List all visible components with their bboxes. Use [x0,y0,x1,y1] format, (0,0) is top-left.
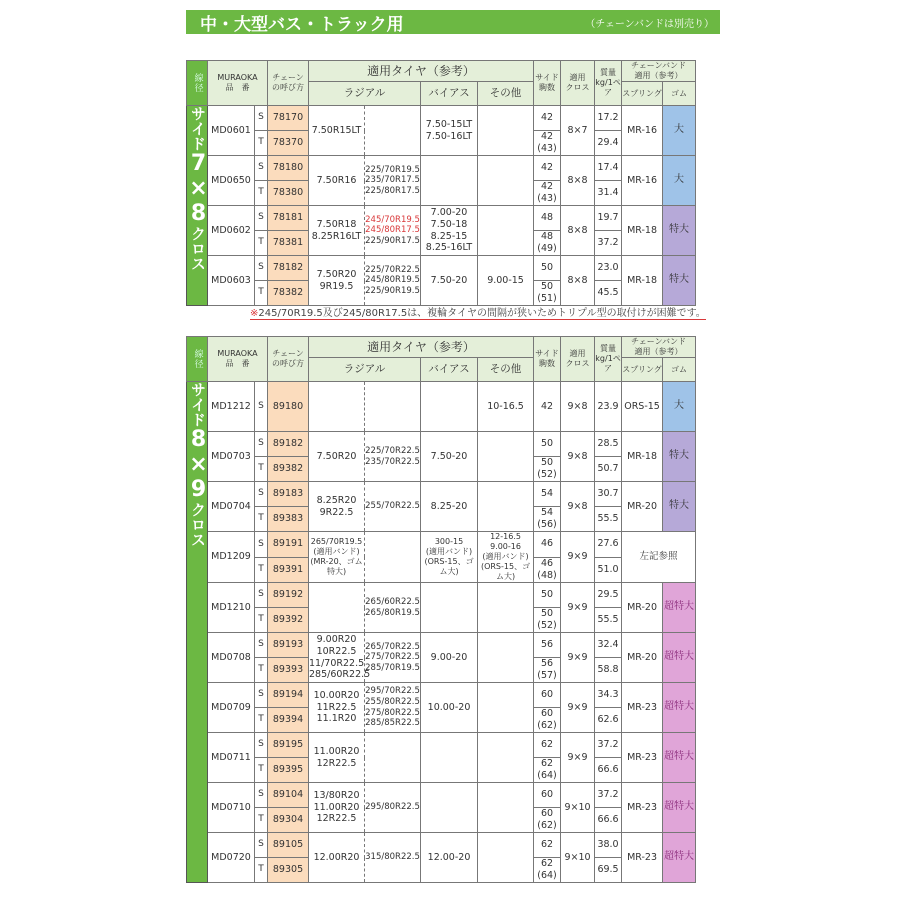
rubber-size: 特大 [663,482,696,532]
cross-size: 9×8 [561,432,595,482]
bias: 7.50-15LT 7.50-16LT [421,106,478,156]
chain-code: 78180 [268,156,309,181]
rubber-size: 大 [663,382,696,432]
type-t: T [255,858,268,883]
weight: 55.5 [595,608,622,633]
header-weight: 質量 kg/1ペア [595,61,622,106]
header-chain-name: チェーン の呼び方 [268,61,309,106]
side-count: 56 (57) [534,658,561,683]
cross-size: 8×8 [561,156,595,206]
cross-size: 9×9 [561,733,595,783]
model-number: MD0711 [208,733,255,783]
weight: 30.7 [595,482,622,507]
type-s: S [255,482,268,507]
spring: MR-23 [622,733,663,783]
section-title: 中・大型バス・トラック用 [200,14,404,35]
spring: MR-18 [622,206,663,256]
side-count: 50 [534,432,561,457]
header-rubber: ゴム [663,358,696,382]
side-count: 42 (43) [534,181,561,206]
other: 12-16.5 9.00-16 (適用バンド) (ORS-15、ゴム大) [478,532,534,583]
chain-code: 89105 [268,833,309,858]
bias: 12.00-20 [421,833,478,883]
table-row [187,683,696,708]
weight: 32.4 [595,633,622,658]
table-row [187,532,696,558]
radial-secondary [365,532,421,583]
radial-secondary: 295/80R22.5 [365,783,421,833]
other [478,833,534,883]
radial-secondary [365,733,421,783]
chain-code: 89383 [268,507,309,532]
radial-primary: 7.50R15LT [309,106,365,156]
other [478,106,534,156]
weight: 58.8 [595,658,622,683]
type-t: T [255,557,268,583]
weight: 23.9 [595,382,622,432]
chain-table-7x8 [186,60,696,306]
bias [421,583,478,633]
weight: 51.0 [595,557,622,583]
weight: 37.2 [595,733,622,758]
model-number: MD0601 [208,106,255,156]
section-title-bar [186,10,720,34]
type-s: S [255,206,268,231]
chain-code: 89395 [268,758,309,783]
spring: MR-18 [622,432,663,482]
header-row [187,337,696,358]
rubber-size: 超特大 [663,683,696,733]
spring: MR-20 [622,482,663,532]
footnote: ※245/70R19.5及び245/80R17.5は、複輪タイヤの間隔が狭いためトリプル型の取付けが困難です。 [250,304,706,320]
cross-size: 8×8 [561,256,595,306]
bias: 8.25-20 [421,482,478,532]
model-number: MD0704 [208,482,255,532]
type-s: S [255,156,268,181]
chain-code: 89182 [268,432,309,457]
radial-primary [309,382,365,432]
model-number: MD0709 [208,683,255,733]
bias: 7.50-20 [421,256,478,306]
bias [421,783,478,833]
spring: MR-23 [622,683,663,733]
table-row [187,156,696,181]
side-count: 60 (62) [534,808,561,833]
radial-secondary: 265/70R22.5 275/70R22.5 285/70R19.5 [365,633,421,683]
radial-primary [309,583,365,633]
radial-primary: 7.50R20 [309,432,365,482]
type-t: T [255,658,268,683]
type-s: S [255,633,268,658]
type-t: T [255,608,268,633]
radial-warning: 245/70R19.5 245/80R17.5 [365,214,420,236]
header-wire: 線径 [187,337,208,382]
model-number: MD0720 [208,833,255,883]
radial-primary: 13/80R20 11.00R20 12R22.5 [309,783,365,833]
model-number: MD0710 [208,783,255,833]
type-s: S [255,683,268,708]
weight: 23.0 [595,256,622,281]
side-count: 60 (62) [534,708,561,733]
bias [421,382,478,432]
rubber-size: 大 [663,106,696,156]
other [478,683,534,733]
type-t: T [255,181,268,206]
radial-secondary: 315/80R22.5 [365,833,421,883]
side-count: 48 (49) [534,231,561,256]
type-s: S [255,382,268,432]
radial-primary: 265/70R19.5 (適用バンド) (MR-20、ゴム特大) [309,532,365,583]
chain-code: 89382 [268,457,309,482]
chain-code: 78370 [268,131,309,156]
spring: MR-20 [622,633,663,683]
radial-secondary: 295/70R22.5 255/80R22.5 275/80R22.5 285/85R22.5 [365,683,421,733]
header-row [187,61,696,82]
weight: 17.4 [595,156,622,181]
weight: 66.6 [595,758,622,783]
bias [421,733,478,783]
radial-secondary: 225/70R22.5 235/70R22.5 [365,432,421,482]
header-muraoka: MURAOKA 品 番 [208,337,268,382]
radial-primary: 8.25R20 9R22.5 [309,482,365,532]
chain-code: 89192 [268,583,309,608]
other: 10-16.5 [478,382,534,432]
spring: MR-16 [622,156,663,206]
spring: MR-23 [622,833,663,883]
header-chain-name: チェーン の呼び方 [268,337,309,382]
table-row [187,783,696,808]
table-row [187,833,696,858]
chain-code: 89194 [268,683,309,708]
side-count: 50 [534,583,561,608]
table-row [187,482,696,507]
side-count: 42 [534,156,561,181]
bias [421,156,478,206]
other: 9.00-15 [478,256,534,306]
side-count: 62 [534,833,561,858]
chain-code: 89304 [268,808,309,833]
model-number: MD1209 [208,532,255,583]
model-number: MD0708 [208,633,255,683]
weight: 50.7 [595,457,622,482]
table-row [187,733,696,758]
rubber-size: 超特大 [663,783,696,833]
radial-secondary [365,106,421,156]
header-spring: スプリング [622,358,663,382]
radial-secondary: 245/70R19.5 245/80R17.5 225/90R17.5 [365,206,421,256]
type-t: T [255,758,268,783]
header-spring: スプリング [622,82,663,106]
weight: 27.6 [595,532,622,558]
header-band: チェーンバンド 適用（参考） [622,337,696,358]
spring: MR-18 [622,256,663,306]
chain-code: 89305 [268,858,309,883]
other [478,783,534,833]
type-s: S [255,833,268,858]
other [478,633,534,683]
side-count: 62 (64) [534,758,561,783]
side-count: 50 (51) [534,281,561,306]
header-other: その他 [478,82,534,106]
weight: 19.7 [595,206,622,231]
rubber-size: 超特大 [663,733,696,783]
radial-primary: 12.00R20 [309,833,365,883]
other [478,432,534,482]
type-s: S [255,733,268,758]
chain-code: 89392 [268,608,309,633]
cross-size-label [186,106,211,306]
weight: 62.6 [595,708,622,733]
chain-code: 89104 [268,783,309,808]
weight: 45.5 [595,281,622,306]
cross-size: 9×9 [561,683,595,733]
chain-code: 89195 [268,733,309,758]
chain-code: 78182 [268,256,309,281]
side-count: 60 [534,783,561,808]
header-rubber: ゴム [663,82,696,106]
weight: 28.5 [595,432,622,457]
weight: 29.5 [595,583,622,608]
other [478,583,534,633]
radial-secondary [365,382,421,432]
rubber-size: 大 [663,156,696,206]
model-number: MD0603 [208,256,255,306]
chain-code: 89193 [268,633,309,658]
cross-size: 9×10 [561,783,595,833]
bias: 9.00-20 [421,633,478,683]
cross-size-label [186,382,211,883]
bias: 10.00-20 [421,683,478,733]
side-count: 60 [534,683,561,708]
header-muraoka: MURAOKA 品 番 [208,61,268,106]
chain-code: 78381 [268,231,309,256]
type-t: T [255,281,268,306]
chain-code: 78380 [268,181,309,206]
side-count: 62 (64) [534,858,561,883]
table-row [187,432,696,457]
cross-size: 9×10 [561,833,595,883]
header-band: チェーンバンド 適用（参考） [622,61,696,82]
cross-size: 8×8 [561,206,595,256]
chain-code: 89393 [268,658,309,683]
side-count: 46 [534,532,561,558]
model-number: MD1210 [208,583,255,633]
band-note: 左記参照 [622,532,696,583]
table-row [187,633,696,658]
type-t: T [255,507,268,532]
header-tire: 適用タイヤ（参考） [309,337,534,358]
side-count: 54 [534,482,561,507]
radial-secondary: 255/70R22.5 [365,482,421,532]
chain-code: 89191 [268,532,309,558]
radial-secondary: 265/60R22.5 265/80R19.5 [365,583,421,633]
radial-primary: 7.50R16 [309,156,365,206]
table-row [187,583,696,608]
type-t: T [255,231,268,256]
other [478,482,534,532]
side-count: 62 [534,733,561,758]
chain-code: 78170 [268,106,309,131]
cross-size: 8×7 [561,106,595,156]
side-count: 56 [534,633,561,658]
weight: 38.0 [595,833,622,858]
rubber-size: 超特大 [663,633,696,683]
type-t: T [255,131,268,156]
weight: 66.6 [595,808,622,833]
side-count: 50 (52) [534,608,561,633]
cross-size: 9×9 [561,583,595,633]
other [478,733,534,783]
rubber-size: 超特大 [663,583,696,633]
radial-primary: 7.50R20 9R19.5 [309,256,365,306]
table-row [187,382,696,432]
model-number: MD0703 [208,432,255,482]
bias: 300-15 (適用バンド) (ORS-15、ゴム大) [421,532,478,583]
header-side: サイド 駒数 [534,337,561,382]
other [478,156,534,206]
other [478,206,534,256]
model-number: MD0602 [208,206,255,256]
type-s: S [255,583,268,608]
side-count: 42 [534,382,561,432]
type-s: S [255,532,268,558]
type-t: T [255,457,268,482]
side-count: 42 (43) [534,131,561,156]
cross-size: 9×9 [561,532,595,583]
weight: 31.4 [595,181,622,206]
header-other: その他 [478,358,534,382]
header-weight: 質量 kg/1ペア [595,337,622,382]
header-tire: 適用タイヤ（参考） [309,61,534,82]
radial-secondary: 225/70R22.5 245/80R19.5 225/90R19.5 [365,256,421,306]
type-t: T [255,808,268,833]
weight: 69.5 [595,858,622,883]
weight: 34.3 [595,683,622,708]
header-radial: ラジアル [309,82,421,106]
weight: 37.2 [595,783,622,808]
cross-size: 9×9 [561,633,595,683]
spring: ORS-15 [622,382,663,432]
type-s: S [255,106,268,131]
side-count: 54 (56) [534,507,561,532]
spring: MR-23 [622,783,663,833]
bias: 7.00-20 7.50-18 8.25-15 8.25-16LT [421,206,478,256]
rubber-size: 特大 [663,206,696,256]
spring: MR-16 [622,106,663,156]
radial-primary: 10.00R20 11R22.5 11.1R20 [309,683,365,733]
radial-primary: 7.50R18 8.25R16LT [309,206,365,256]
side-count: 50 [534,256,561,281]
rubber-size: 超特大 [663,833,696,883]
header-side: サイド 駒数 [534,61,561,106]
weight: 17.2 [595,106,622,131]
type-s: S [255,432,268,457]
header-bias: バイアス [421,82,478,106]
chain-code: 78382 [268,281,309,306]
chain-table-8x9 [186,336,696,883]
model-number: MD0650 [208,156,255,206]
chain-code: 89394 [268,708,309,733]
table-row [187,106,696,131]
side-count: 48 [534,206,561,231]
header-wire: 線径 [187,61,208,106]
type-t: T [255,708,268,733]
type-s: S [255,256,268,281]
rubber-size: 特大 [663,256,696,306]
table-row [187,256,696,281]
model-number: MD1212 [208,382,255,432]
cross-size: 9×8 [561,482,595,532]
radial-primary: 11.00R20 12R22.5 [309,733,365,783]
bias: 7.50-20 [421,432,478,482]
side-count: 46 (48) [534,557,561,583]
radial-secondary: 225/70R19.5 235/70R17.5 225/80R17.5 [365,156,421,206]
header-cross: 適用 クロス [561,337,595,382]
rubber-size: 特大 [663,432,696,482]
vertical-label: サイド8×9クロス [186,382,211,547]
cross-size: 9×8 [561,382,595,432]
header-radial: ラジアル [309,358,421,382]
weight: 55.5 [595,507,622,532]
chain-code: 89183 [268,482,309,507]
chain-code: 89180 [268,382,309,432]
type-s: S [255,783,268,808]
table-row [187,206,696,231]
spring: MR-20 [622,583,663,633]
chain-code: 78181 [268,206,309,231]
header-bias: バイアス [421,358,478,382]
section-note: （チェーンバンドは別売り） [585,18,714,30]
header-cross: 適用 クロス [561,61,595,106]
weight: 29.4 [595,131,622,156]
vertical-label: サイド7×8クロス [186,106,211,271]
chain-code: 89391 [268,557,309,583]
weight: 37.2 [595,231,622,256]
radial-primary: 9.00R20 10R22.5 11/70R22.5 285/60R22.5 [309,633,365,683]
side-count: 42 [534,106,561,131]
side-count: 50 (52) [534,457,561,482]
